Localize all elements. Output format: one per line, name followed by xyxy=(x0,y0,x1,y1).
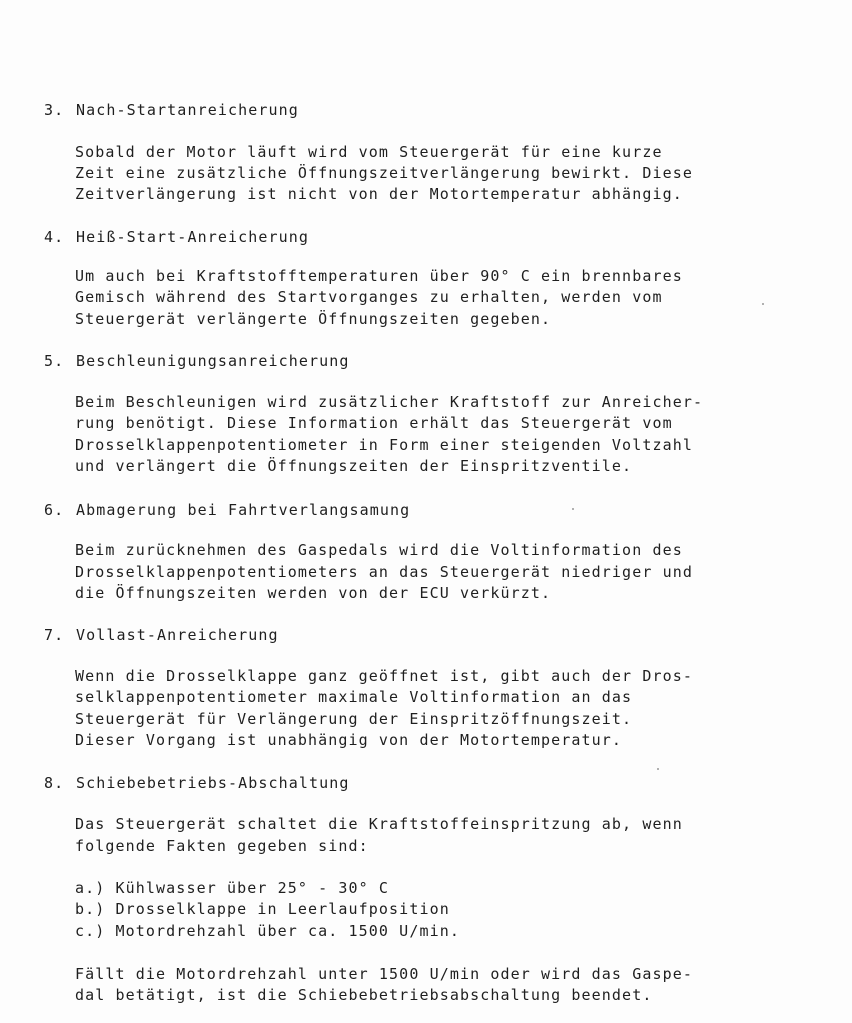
section-7-number: 7. xyxy=(44,626,65,644)
section-8-number: 8. xyxy=(44,774,65,792)
section-7-line-1: Wenn die Drosselklappe ganz geöffnet ist, gibt auch der Dros- xyxy=(75,667,693,685)
section-6-heading: Abmagerung bei Fahrtverlangsamung xyxy=(76,501,411,519)
section-8-list-item: a.) Kühlwasser über 25° - 30° C xyxy=(75,879,390,897)
section-6-line-3: die Öffnungszeiten werden von der ECU verkürzt. xyxy=(75,584,552,602)
section-5-line-2: rung benötigt. Diese Information erhält das Steuergerät vom xyxy=(75,414,673,432)
section-7-heading: Vollast-Anreicherung xyxy=(76,626,279,644)
section-3-line-1: Sobald der Motor läuft wird vom Steuergerät für eine kurze xyxy=(75,143,663,161)
section-3-heading: Nach-Startanreicherung xyxy=(76,101,299,119)
section-6-line-1: Beim zurücknehmen des Gaspedals wird die Voltinformation des xyxy=(75,541,683,559)
section-3-number: 3. xyxy=(44,101,65,119)
section-7-line-2: selklappenpotentiometer maximale Voltinformation an das xyxy=(75,688,633,706)
section-3-line-2: Zeit eine zusätzliche Öffnungszeitverlängerung bewirkt. Diese xyxy=(75,164,693,182)
section-5-line-4: und verlängert die Öffnungszeiten der Einspritzventile. xyxy=(75,457,633,475)
section-6-number: 6. xyxy=(44,501,65,519)
section-5-number: 5. xyxy=(44,352,65,370)
section-4-line-3: Steuergerät verlängerte Öffnungszeiten gegeben. xyxy=(75,310,552,328)
section-8-list-item: b.) Drosselklappe in Leerlaufposition xyxy=(75,900,450,918)
scan-speck xyxy=(657,768,659,770)
section-4-line-2: Gemisch während des Startvorganges zu erhalten, werden vom xyxy=(75,288,663,306)
section-8-line-2: folgende Fakten gegeben sind: xyxy=(75,837,369,855)
section-8-closing-line-1: Fällt die Motordrehzahl unter 1500 U/min oder wird das Gaspe- xyxy=(75,965,693,983)
section-8-list-item: c.) Motordrehzahl über ca. 1500 U/min. xyxy=(75,922,460,940)
scan-speck xyxy=(572,508,574,510)
section-5-line-3: Drosselklappenpotentiometer in Form einer steigenden Voltzahl xyxy=(75,436,693,454)
scan-speck xyxy=(762,303,764,305)
section-8-line-1: Das Steuergerät schaltet die Kraftstoffeinspritzung ab, wenn xyxy=(75,815,683,833)
section-8-heading: Schiebebetriebs-Abschaltung xyxy=(76,774,350,792)
section-5-line-1: Beim Beschleunigen wird zusätzlicher Kraftstoff zur Anreicher- xyxy=(75,393,704,411)
section-5-heading: Beschleunigungsanreicherung xyxy=(76,352,350,370)
section-8-closing-line-2: dal betätigt, ist die Schiebebetriebsabschaltung beendet. xyxy=(75,986,653,1004)
section-3-line-3: Zeitverlängerung ist nicht von der Motortemperatur abhängig. xyxy=(75,185,683,203)
section-7-line-4: Dieser Vorgang ist unabhängig von der Motortemperatur. xyxy=(75,731,623,749)
section-4-heading: Heiß-Start-Anreicherung xyxy=(76,228,310,246)
section-6-line-2: Drosselklappenpotentiometers an das Steuergerät niedriger und xyxy=(75,563,693,581)
section-7-line-3: Steuergerät für Verlängerung der Einspritzöffnungszeit. xyxy=(75,710,633,728)
section-4-number: 4. xyxy=(44,228,65,246)
section-4-line-1: Um auch bei Kraftstofftemperaturen über 90° C ein brennbares xyxy=(75,267,683,285)
